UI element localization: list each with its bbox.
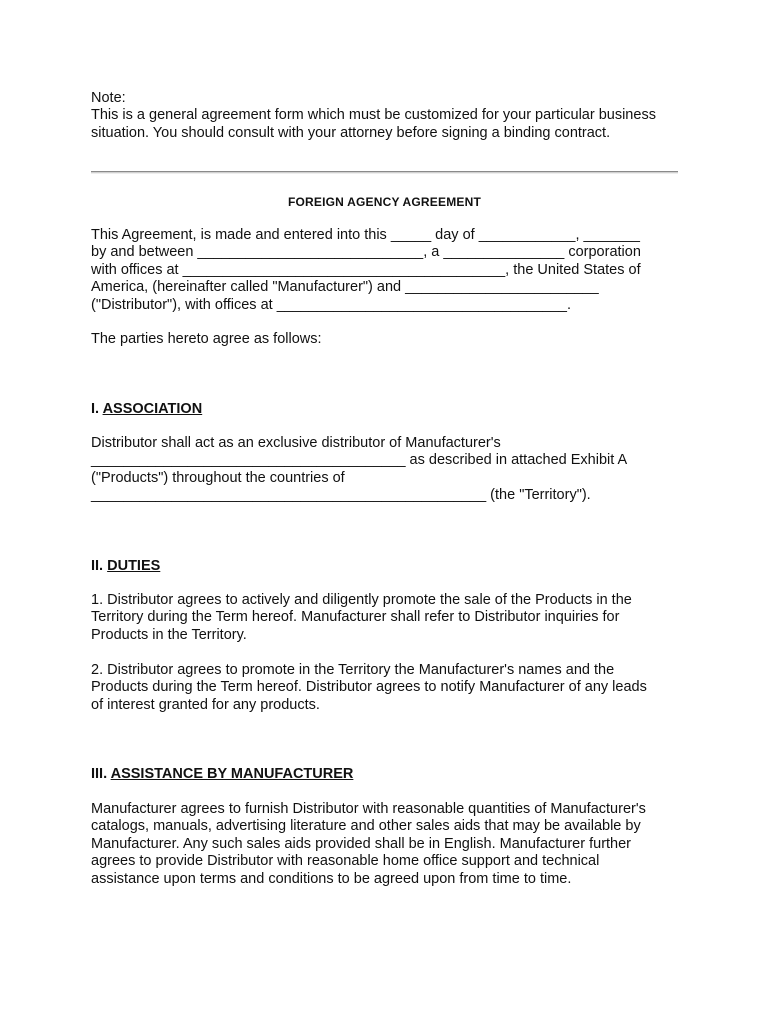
- section-number: I.: [91, 401, 103, 417]
- assistance-line: Manufacturer. Any such sales aids provided shall be in English. Manufacturer further: [91, 835, 632, 852]
- duty-line: 2. Distributor agrees to promote in the Territory the Manufacturer's names and the: [91, 662, 615, 678]
- section-title: DUTIES: [107, 558, 161, 574]
- association-line: Distributor shall act as an exclusive distributor of Manufacturer's: [91, 435, 501, 451]
- note-label: Note:: [91, 90, 126, 106]
- assistance-paragraph: [91, 801, 646, 888]
- section-number: III.: [91, 766, 111, 782]
- parties-statement: [91, 331, 322, 348]
- duty-line: of interest granted for any products.: [91, 696, 320, 713]
- duty-line: Products in the Territory.: [91, 626, 247, 643]
- section-title: ASSISTANCE BY MANUFACTURER: [110, 766, 354, 782]
- association-paragraph: [91, 435, 627, 505]
- horizontal-divider: [91, 171, 678, 173]
- section-heading-assistance: [91, 766, 353, 783]
- duty-line: Territory during the Term hereof. Manufacturer shall refer to Distributor inquiries for: [91, 609, 620, 626]
- section-number: II.: [91, 558, 108, 574]
- duty-line: 1. Distributor agrees to actively and diligently promote the sale of the Products in the: [91, 592, 632, 608]
- duty-item-1: [91, 592, 632, 644]
- intro-line: ("Distributor"), with offices at ____________________________________.: [91, 296, 572, 313]
- assistance-line: catalogs, manuals, advertising literature and other sales aids that may be available by: [91, 818, 641, 835]
- assistance-line: assistance upon terms and conditions to be agreed upon from time to time.: [91, 870, 572, 887]
- section-title: ASSOCIATION: [102, 401, 203, 417]
- assistance-line: agrees to provide Distributor with reasonable home office support and technical: [91, 853, 600, 870]
- intro-line: by and between ____________________________, a _______________ corporation: [91, 244, 641, 261]
- parties-text: The parties hereto agree as follows:: [91, 331, 322, 347]
- duty-item-2: [91, 662, 647, 714]
- note-text-line: situation. You should consult with your attorney before signing a binding contract.: [91, 124, 611, 141]
- intro-line: America, (hereinafter called "Manufacturer") and ________________________: [91, 279, 599, 296]
- intro-line: with offices at ________________________________________, the United States of: [91, 261, 641, 278]
- document-title: FOREIGN AGENCY AGREEMENT: [287, 195, 482, 209]
- association-line: _______________________________________ as described in attached Exhibit A: [91, 452, 628, 469]
- note-text-line: This is a general agreement form which must be customized for your particular business: [91, 107, 656, 124]
- note-block: [91, 90, 656, 142]
- section-heading-duties: [91, 558, 160, 575]
- intro-line: This Agreement, is made and entered into this _____ day of ____________, _______: [91, 227, 640, 243]
- duty-line: Products during the Term hereof. Distributor agrees to notify Manufacturer of any leads: [91, 679, 647, 696]
- association-line: _________________________________________________ (the "Territory").: [91, 487, 591, 504]
- section-heading-association: [91, 401, 202, 418]
- assistance-line: Manufacturer agrees to furnish Distributor with reasonable quantities of Manufacturer's: [91, 801, 646, 817]
- intro-paragraph: [91, 227, 641, 314]
- association-line: ("Products") throughout the countries of: [91, 469, 345, 486]
